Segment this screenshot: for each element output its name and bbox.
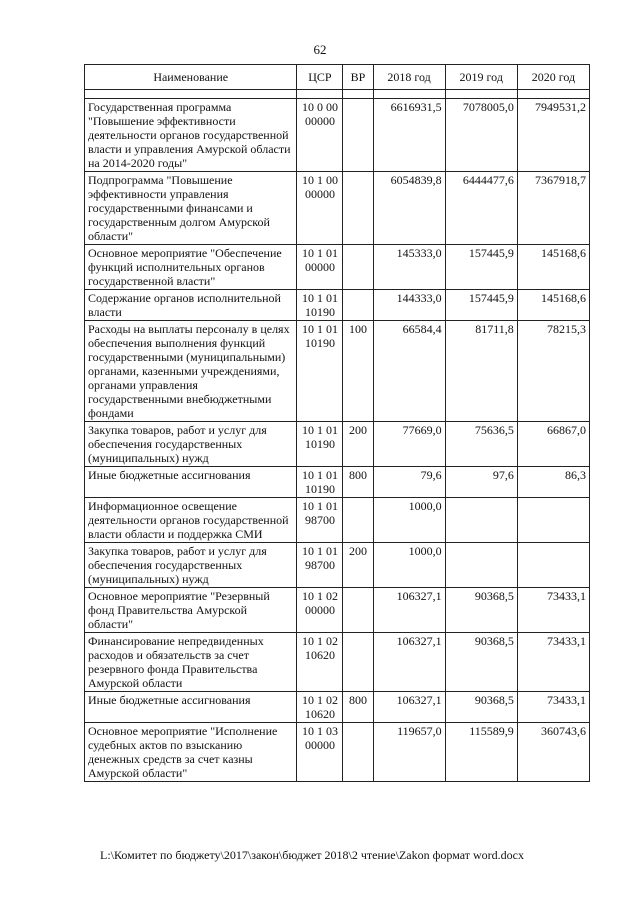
cell-y2019: 75636,5 bbox=[445, 422, 517, 467]
table-row bbox=[85, 245, 590, 290]
cell-name: Основное мероприятие "Резервный фонд Правительства Амурской области" bbox=[85, 588, 297, 633]
cell-y2018: 144333,0 bbox=[373, 290, 445, 321]
table-row bbox=[85, 422, 590, 467]
cell-y2019: 157445,9 bbox=[445, 290, 517, 321]
cell-y2018: 145333,0 bbox=[373, 245, 445, 290]
cell-y2020: 78215,3 bbox=[517, 321, 589, 422]
cell-name: Содержание органов исполнительной власти bbox=[85, 290, 297, 321]
cell-y2018: 77669,0 bbox=[373, 422, 445, 467]
cell-y2018: 106327,1 bbox=[373, 692, 445, 723]
cell-y2019: 90368,5 bbox=[445, 692, 517, 723]
cell-y2020: 7949531,2 bbox=[517, 99, 589, 172]
cell-y2020 bbox=[517, 498, 589, 543]
cell-vr bbox=[343, 633, 373, 692]
budget-table bbox=[84, 64, 590, 782]
cell-csr: 10 1 01 10190 bbox=[297, 467, 343, 498]
cell-csr: 10 1 01 98700 bbox=[297, 543, 343, 588]
table-row bbox=[85, 692, 590, 723]
cell-y2018: 106327,1 bbox=[373, 633, 445, 692]
table-header-row bbox=[85, 65, 590, 90]
cell-y2019: 97,6 bbox=[445, 467, 517, 498]
cell-y2020: 145168,6 bbox=[517, 290, 589, 321]
cell-csr: 10 1 01 00000 bbox=[297, 245, 343, 290]
cell-y2020: 73433,1 bbox=[517, 588, 589, 633]
cell-csr: 10 1 01 98700 bbox=[297, 498, 343, 543]
table-body bbox=[85, 99, 590, 782]
cell-y2018: 119657,0 bbox=[373, 723, 445, 782]
cell-name: Закупка товаров, работ и услуг для обеспечения государственных (муниципальных) нужд bbox=[85, 543, 297, 588]
cell-y2019: 90368,5 bbox=[445, 633, 517, 692]
cell-y2019: 157445,9 bbox=[445, 245, 517, 290]
cell-name: Расходы на выплаты персоналу в целях обеспечения выполнения функций государственными (муниципальными) органами, казенными учреждениями, органами управления государственными внебюджетными фондами bbox=[85, 321, 297, 422]
cell-csr: 10 1 00 00000 bbox=[297, 172, 343, 245]
cell-vr: 100 bbox=[343, 321, 373, 422]
cell-csr: 10 1 01 10190 bbox=[297, 290, 343, 321]
header-vr: ВР bbox=[343, 65, 373, 90]
header-2019: 2019 год bbox=[445, 65, 517, 90]
cell-vr bbox=[343, 290, 373, 321]
cell-vr bbox=[343, 172, 373, 245]
header-2020: 2020 год bbox=[517, 65, 589, 90]
cell-csr: 10 1 02 00000 bbox=[297, 588, 343, 633]
cell-y2018: 106327,1 bbox=[373, 588, 445, 633]
cell-name: Информационное освещение деятельности органов государственной власти области и поддержка СМИ bbox=[85, 498, 297, 543]
cell-name: Закупка товаров, работ и услуг для обеспечения государственных (муниципальных) нужд bbox=[85, 422, 297, 467]
cell-name: Финансирование непредвиденных расходов и обязательств за счет резервного фонда Правительства Амурской области bbox=[85, 633, 297, 692]
cell-vr bbox=[343, 99, 373, 172]
cell-y2020: 7367918,7 bbox=[517, 172, 589, 245]
cell-csr: 10 1 01 10190 bbox=[297, 422, 343, 467]
cell-y2020 bbox=[517, 543, 589, 588]
cell-csr: 10 0 00 00000 bbox=[297, 99, 343, 172]
cell-y2019: 90368,5 bbox=[445, 588, 517, 633]
cell-name: Подпрограмма "Повышение эффективности управления государственными финансами и государственным долгом Амурской области" bbox=[85, 172, 297, 245]
cell-y2018: 66584,4 bbox=[373, 321, 445, 422]
table-row bbox=[85, 723, 590, 782]
header-2018: 2018 год bbox=[373, 65, 445, 90]
table-row bbox=[85, 99, 590, 172]
cell-name: Иные бюджетные ассигнования bbox=[85, 692, 297, 723]
cell-y2020: 66867,0 bbox=[517, 422, 589, 467]
cell-y2020: 360743,6 bbox=[517, 723, 589, 782]
cell-name: Основное мероприятие "Обеспечение функций исполнительных органов государственной власти" bbox=[85, 245, 297, 290]
cell-csr: 10 1 01 10190 bbox=[297, 321, 343, 422]
cell-y2019: 6444477,6 bbox=[445, 172, 517, 245]
table-row bbox=[85, 321, 590, 422]
cell-y2018: 79,6 bbox=[373, 467, 445, 498]
cell-y2020: 86,3 bbox=[517, 467, 589, 498]
table-row bbox=[85, 498, 590, 543]
page-number: 62 bbox=[313, 42, 327, 57]
cell-vr: 800 bbox=[343, 692, 373, 723]
cell-y2020: 73433,1 bbox=[517, 633, 589, 692]
footer-file-path: L:\Комитет по бюджету\2017\закон\бюджет 2018\2 чтение\Zakon формат word.docx bbox=[100, 848, 524, 862]
cell-vr: 200 bbox=[343, 543, 373, 588]
cell-y2020: 73433,1 bbox=[517, 692, 589, 723]
header-spacer-row bbox=[85, 90, 590, 99]
cell-vr: 800 bbox=[343, 467, 373, 498]
cell-name: Государственная программа "Повышение эффективности деятельности органов государственной власти и управления Амурской области на 2014-2020 годы" bbox=[85, 99, 297, 172]
cell-vr bbox=[343, 588, 373, 633]
cell-vr bbox=[343, 498, 373, 543]
header-name: Наименование bbox=[85, 65, 297, 90]
cell-y2019: 7078005,0 bbox=[445, 99, 517, 172]
table-row bbox=[85, 467, 590, 498]
cell-y2019 bbox=[445, 498, 517, 543]
cell-name: Основное мероприятие "Исполнение судебных актов по взысканию денежных средств за счет казны Амурской области" bbox=[85, 723, 297, 782]
cell-y2018: 1000,0 bbox=[373, 543, 445, 588]
table-row bbox=[85, 543, 590, 588]
cell-csr: 10 1 02 10620 bbox=[297, 692, 343, 723]
cell-y2019: 115589,9 bbox=[445, 723, 517, 782]
cell-y2019: 81711,8 bbox=[445, 321, 517, 422]
table-row bbox=[85, 172, 590, 245]
cell-vr: 200 bbox=[343, 422, 373, 467]
cell-y2019 bbox=[445, 543, 517, 588]
cell-vr bbox=[343, 723, 373, 782]
cell-vr bbox=[343, 245, 373, 290]
cell-y2018: 6054839,8 bbox=[373, 172, 445, 245]
header-csr: ЦСР bbox=[297, 65, 343, 90]
cell-name: Иные бюджетные ассигнования bbox=[85, 467, 297, 498]
cell-y2020: 145168,6 bbox=[517, 245, 589, 290]
table-row bbox=[85, 290, 590, 321]
table-row bbox=[85, 588, 590, 633]
cell-csr: 10 1 02 10620 bbox=[297, 633, 343, 692]
cell-csr: 10 1 03 00000 bbox=[297, 723, 343, 782]
cell-y2018: 1000,0 bbox=[373, 498, 445, 543]
table-row bbox=[85, 633, 590, 692]
cell-y2018: 6616931,5 bbox=[373, 99, 445, 172]
